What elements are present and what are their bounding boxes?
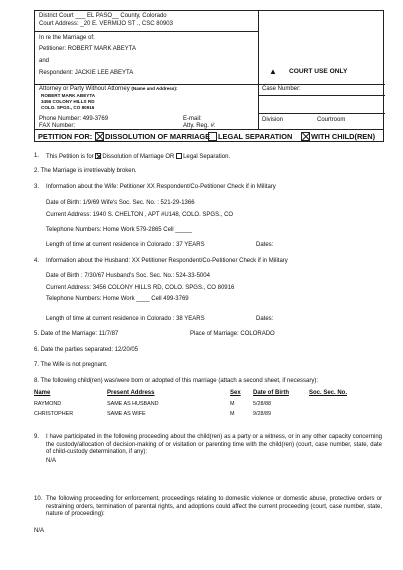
husband-info: Information about the Husband: XX Petitioner Respondent/Co-Petitioner Check if in Military <box>46 258 288 264</box>
item-2: 2. The Marriage is irretrievably broken. <box>34 168 137 174</box>
paragraph-10-answer: N/A <box>34 528 45 534</box>
phone-number: Phone Number: 499-3769 <box>39 116 109 122</box>
checkbox-empty-icon[interactable] <box>176 153 182 159</box>
legal-separation-option[interactable]: LEGAL SEPARATION <box>208 132 292 141</box>
husband-address: Current Address: 3456 COLONY HILLS RD, COLO. SPGS., CO 80916 <box>46 285 235 291</box>
attorney-city: COLO. SPGS., CO 80916 <box>41 105 95 110</box>
court-use-only: COURT USE ONLY <box>289 68 348 75</box>
checkbox-checked-icon[interactable] <box>95 153 101 159</box>
item-6: 6. Date the parties separated: 12/20/05 <box>34 347 139 353</box>
col-dob: Date of Birth <box>253 390 289 396</box>
col-name: Name <box>34 390 51 396</box>
in-re-marriage: In re the Marriage of: <box>39 35 95 41</box>
petition-page: District Court ___ EL PASO__ County, Colorado Court Address: _20 E. VERMIJO ST ., CSC 80903 In re the Marriage of: Petitioner: ROBERT MARK ABEYTA and Respondent: JACKIE LEE ABEYTA Attorney or Party Without Attorney (Name and Address): ROBERT MARK ABEYTA 3456 COLONY HILLS RD COLO. SPGS., CO 80916 Phone Number: 499-3769 E-mail: FAX Number: Atty. Reg. #: ▲ COURT USE ONLY Case Number: Division Courtroom PETITION FOR: DISSOLUTION OF MARRIAGE LEGAL SEPARATION WITH CHILD(REN) 1. This Petition is for Dissolution of Marriage OR Legal Separation. 2. The Marriage is irretrievably broken. 3. Information about the Wife: Petitioner XX Respondent/Co-Petitioner Check if in Military Date of Birth: 1/9/69 Wife's Soc. Sec. No. : 521-29-1366 Current Address: 1940 S. CHELTON , APT #U148, COLO. SPGS., CO Telephone Numbers: Home Work 579-2865 Cell _____ Length of time at current residence in Colorado : 37 YEARS Dates: 4. Information about the Husband: XX Petitioner Respondent/Co-Petitioner Check if in Military Date of Birth : 7/30/67 Husband's Soc. Sec. No.: 524-33-5004 Current Address: 3456 COLONY HILLS RD, COLO. SPGS., CO 80916 Telephone Numbers: Home Work ____ Cell 499-3769 Length of time at current residence in Colorado : 38 YEARS Dates: 5. Date of the Marriage: 11/7/87 Place of Marriage: COLORADO 6. Date the parties separated: 12/20/05 7. The Wife is not pregnant. 8. The following child(ren) was/were born or adopted of this marriage (attach a second sheet, if necessary): Name Present Address Sex Date of Birth Soc. Sec. No. RAYMOND SAME AS HUSBAND M 5/28/88 CHRISTOPHER SAME AS WIFE M 9/28/89 9. I have participated in the following proceeding about the child(ren) as a party or a witness, or in any other capacity concerning the custody/allocation of decision-making of or visitation or parenting time with the child(ren) (court, case number, state, date of child-custody determination, if any): N/A 10. The following proceeding for enforcement, proceedings relating to domestic violence or domestic abuse, protective orders or restraining orders, termination of parental rights, and adoptions could affect the current proceeding (court, case number, state, nature of proceeding): N/A <box>0 0 403 570</box>
table-row-name: CHRISTOPHER <box>34 411 74 417</box>
husband-phone: Telephone Numbers: Home Work ____ Cell 499-3769 <box>46 296 189 302</box>
col-address: Present Address <box>107 390 155 396</box>
wife-address: Current Address: 1940 S. CHELTON , APT #U148, COLO. SPGS., CO <box>46 212 234 218</box>
wife-info: Information about the Wife: Petitioner XX Respondent/Co-Petitioner Check if in Military <box>46 184 276 190</box>
courtroom: Courtroom <box>317 117 346 123</box>
table-row-dob: 5/28/88 <box>253 401 271 407</box>
petition-bar <box>34 130 384 142</box>
table-row-name: RAYMOND <box>34 401 62 407</box>
respondent-name: Respondent: JACKIE LEE ABEYTA <box>39 70 134 76</box>
petition-for-label: PETITION FOR: <box>38 131 93 141</box>
triangle-up-icon: ▲ <box>269 67 277 76</box>
attorney-label: Attorney or Party Without Attorney (Name and Address): <box>39 86 178 92</box>
case-number: Case Number: <box>262 86 301 92</box>
caption-box <box>34 10 384 130</box>
petitioner-name: Petitioner: ROBERT MARK ABEYTA <box>39 46 137 52</box>
table-row-dob: 9/28/89 <box>253 411 271 417</box>
paragraph-10: The following proceeding for enforcement, proceedings relating to domestic violence or domestic abuse, protective orders or restraining orders, termination of parental rights, and adoptions could affect the current proceeding (court, case number, state, nature of proceeding): <box>46 496 382 517</box>
paragraph-9-answer: N/A <box>46 458 57 464</box>
wife-phone: Telephone Numbers: Home Work 579-2865 Cell _____ <box>46 227 192 233</box>
col-sex: Sex <box>230 390 241 396</box>
wife-dates: Dates: <box>256 242 274 248</box>
item-5-marriage-place: Place of Marriage: COLORADO <box>190 331 275 337</box>
table-row-sex: M <box>230 401 235 407</box>
table-row-address: SAME AS WIFE <box>107 411 146 417</box>
husband-residence-length: Length of time at current residence in Colorado : 38 YEARS <box>46 316 205 322</box>
with-children-option[interactable]: WITH CHILD(REN) <box>301 132 375 141</box>
attorney-name: ROBERT MARK ABEYTA <box>41 93 96 98</box>
husband-dates: Dates: <box>256 316 274 322</box>
item-5-marriage-date: 5. Date of the Marriage: 11/7/87 <box>34 331 119 337</box>
dissolution-option[interactable]: DISSOLUTION OF MARRIAGE <box>95 132 210 141</box>
checkbox-checked-icon[interactable] <box>95 132 104 141</box>
wife-dob-ssn: Date of Birth: 1/9/69 Wife's Soc. Sec. No. : 521-29-1366 <box>46 200 195 206</box>
table-row-sex: M <box>230 411 235 417</box>
checkbox-checked-icon[interactable] <box>301 132 310 141</box>
table-row-address: SAME AS HUSBAND <box>107 401 159 407</box>
court-address: Court Address: _20 E. VERMIJO ST ., CSC 80903 <box>39 21 173 27</box>
division: Division <box>262 117 284 123</box>
wife-residence-length: Length of time at current residence in Colorado : 37 YEARS <box>46 242 205 248</box>
fax-number: FAX Number: <box>39 123 76 129</box>
district-court: District Court ___ EL PASO__ County, Colorado <box>39 13 167 19</box>
item-7: 7. The Wife is not pregnant. <box>34 362 108 368</box>
atty-reg: Atty. Reg. #: <box>183 123 216 129</box>
attorney-street: 3456 COLONY HILLS RD <box>41 99 95 104</box>
item-8: 8. The following child(ren) was/were born or adopted of this marriage (attach a second sheet, if necessary): <box>34 378 319 384</box>
col-ssn: Soc. Sec. No. <box>309 390 348 396</box>
and-label: and <box>39 58 50 64</box>
email-field: E-mail: <box>183 116 202 122</box>
checkbox-empty-icon[interactable] <box>208 132 217 141</box>
paragraph-9: I have participated in the following proceeding about the child(ren) as a party or a witness, or in any other capacity concerning the custody/allocation of decision-making of or visitation or parenting time with the child(ren) (court, case number, state, date of child-custody determination, if any): <box>46 434 382 455</box>
husband-dob-ssn: Date of Birth : 7/30/67 Husband's Soc. Sec. No.: 524-33-5004 <box>46 273 210 279</box>
